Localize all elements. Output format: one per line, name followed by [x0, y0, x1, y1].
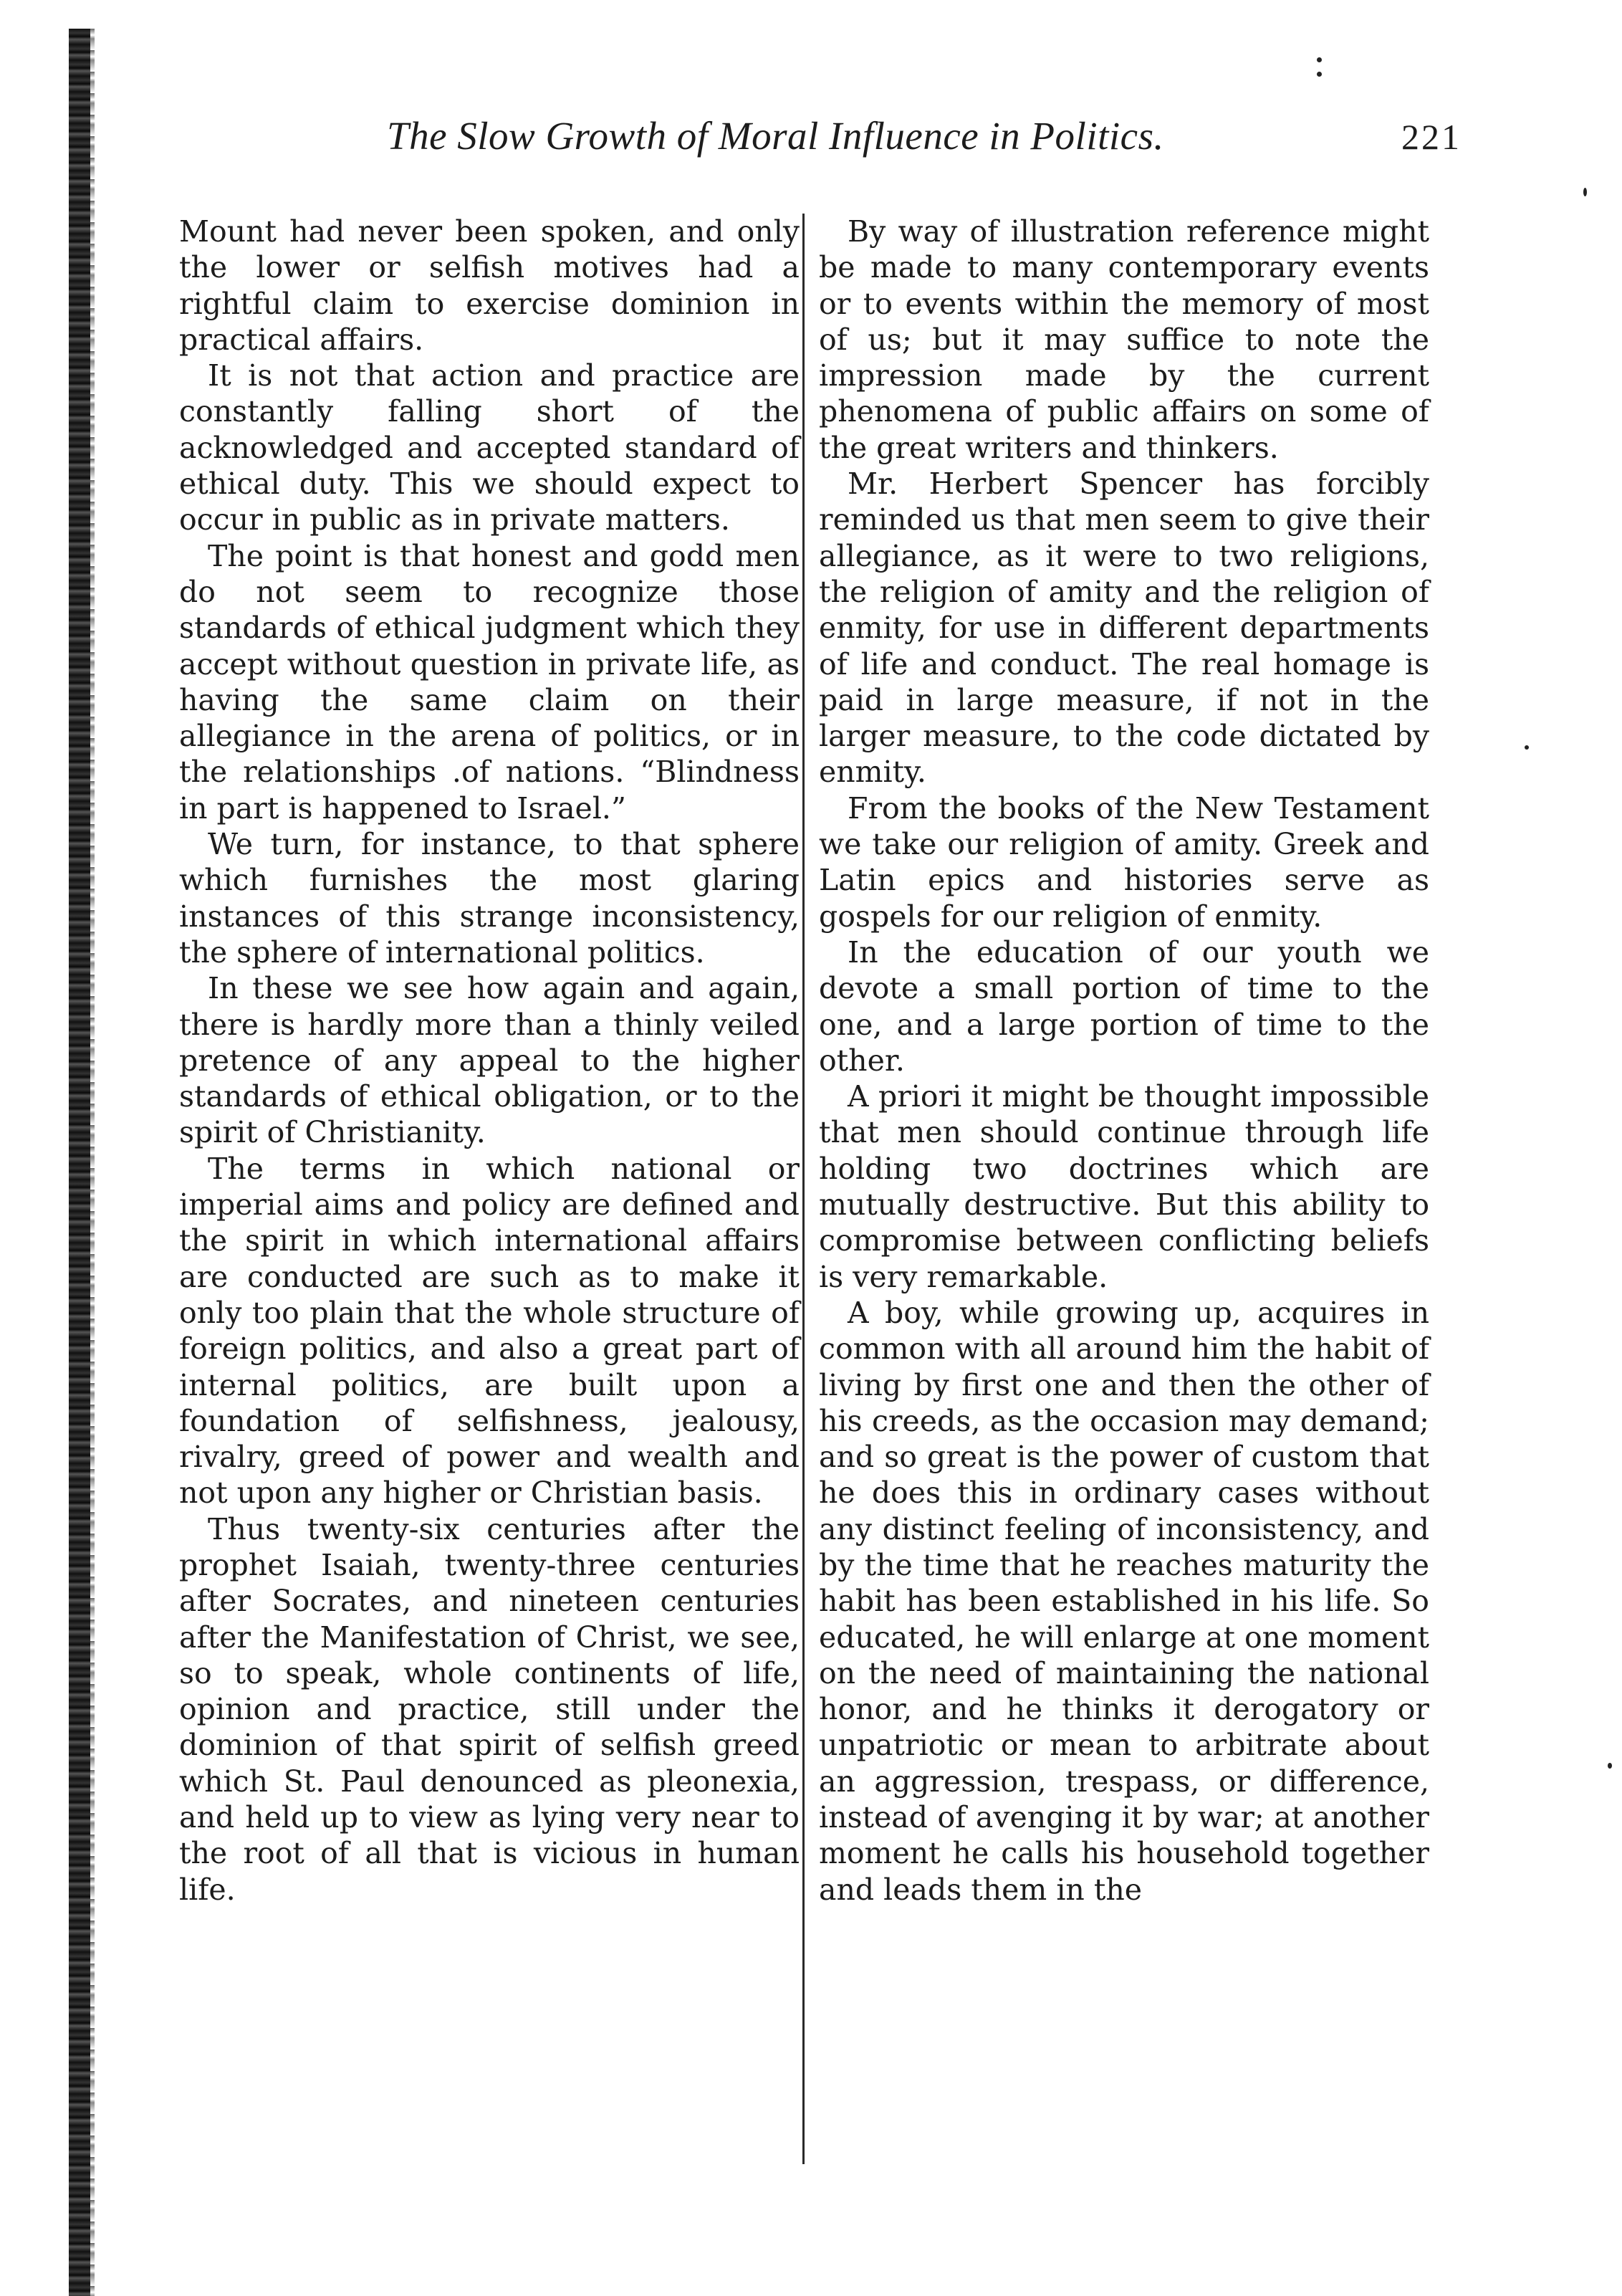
book-binding-edge	[69, 29, 90, 2296]
paragraph: A priori it might be thought impossible that men should continue through life holding two doctrines which are mutually destructive. But this ability to compromise between conflicting beliefs is very remarkable.	[819, 1079, 1429, 1294]
page-number: 221	[1401, 117, 1462, 157]
page-header	[387, 113, 1462, 163]
print-speck	[1583, 188, 1587, 196]
paragraph: Mount had never been spoken, and only the lower or selfish motives had a rightful claim to exercise dominion in practical affairs.	[179, 214, 800, 357]
binding-gutter-shadow	[90, 29, 95, 2296]
paragraph: The terms in which national or imperial aims and policy are defined and the spirit in which international affairs are conducted are such as to make it only too plain that the whole structure of foreign politics, and also a great part of internal politics, are built upon a foundation of selfishness, jealousy, rivalry, greed of power and wealth and not upon any higher or Christian basis.	[179, 1151, 800, 1511]
print-speck	[1608, 1763, 1612, 1769]
paragraph: It is not that action and practice are constantly falling short of the acknowledged and accepted standard of ethical duty. This we should expect to occur in public as in private matters.	[179, 358, 800, 537]
paragraph: In these we see how again and again, there is hardly more than a thinly veiled pretence of any appeal to the higher standards of ethical obligation, or to the spirit of Christianity.	[179, 971, 800, 1150]
paragraph: We turn, for instance, to that sphere which furnishes the most glaring instances of this strange inconsistency, the sphere of international politics.	[179, 827, 800, 970]
paragraph: The point is that honest and godd men do not seem to recognize those standards of ethical judgment which they accept without question in private life, as having the same claim on their allegiance in the arena of politics, or in the relationships .of nations. “Blindness in part is happened to Israel.”	[179, 538, 800, 826]
paragraph: Thus twenty-six centuries after the prophet Isaiah, twenty-three centuries after Socrates, and nineteen centuries after the Manifestation of Christ, we see, so to speak, whole continents of life, opinion and practice, still under the dominion of that spirit of selfish greed which St. Paul denounced as pleonexia, and held up to view as lying very near to the root of all that is vicious in human life.	[179, 1511, 800, 1907]
paragraph: In the education of our youth we devote a small portion of time to the one, and a large portion of time to the other.	[819, 934, 1429, 1078]
print-speck	[1317, 57, 1322, 62]
left-column	[179, 214, 800, 1908]
paragraph: By way of illustration reference might be made to many contemporary events or to events within the memory of most of us; but it may suffice to note the impression made by the current phenomena of public affairs on some of the great writers and thinkers.	[819, 214, 1429, 465]
print-speck	[1525, 745, 1529, 750]
right-column	[819, 214, 1429, 1908]
paragraph: A boy, while growing up, acquires in common with all around him the habit of living by first one and then the other of his creeds, as the occasion may demand; and so great is the power of custom that he does this in ordinary cases without any distinct feeling of inconsistency, and by the time that he reaches maturity the habit has been established in his life. So educated, he will enlarge at one moment on the need of maintaining the national honor, and he thinks it derogatory or unpatriotic or mean to arbitrate about an aggression, trespass, or difference, instead of avenging it by war; at another moment he calls his household together and leads them in the	[819, 1295, 1429, 1907]
paragraph: Mr. Herbert Spencer has forcibly reminded us that men seem to give their allegiance, as it were to two religions, the religion of amity and the religion of enmity, for use in different departments of life and conduct. The real homage is paid in large measure, if not in the larger measure, to the code dictated by enmity.	[819, 467, 1429, 790]
paragraph: From the books of the New Testament we take our religion of amity. Greek and Latin epics and histories serve as gospels for our religion of enmity.	[819, 790, 1429, 934]
running-title: The Slow Growth of Moral Influence in Politics.	[387, 114, 1164, 158]
column-divider	[802, 214, 805, 2164]
print-speck	[1317, 72, 1322, 77]
